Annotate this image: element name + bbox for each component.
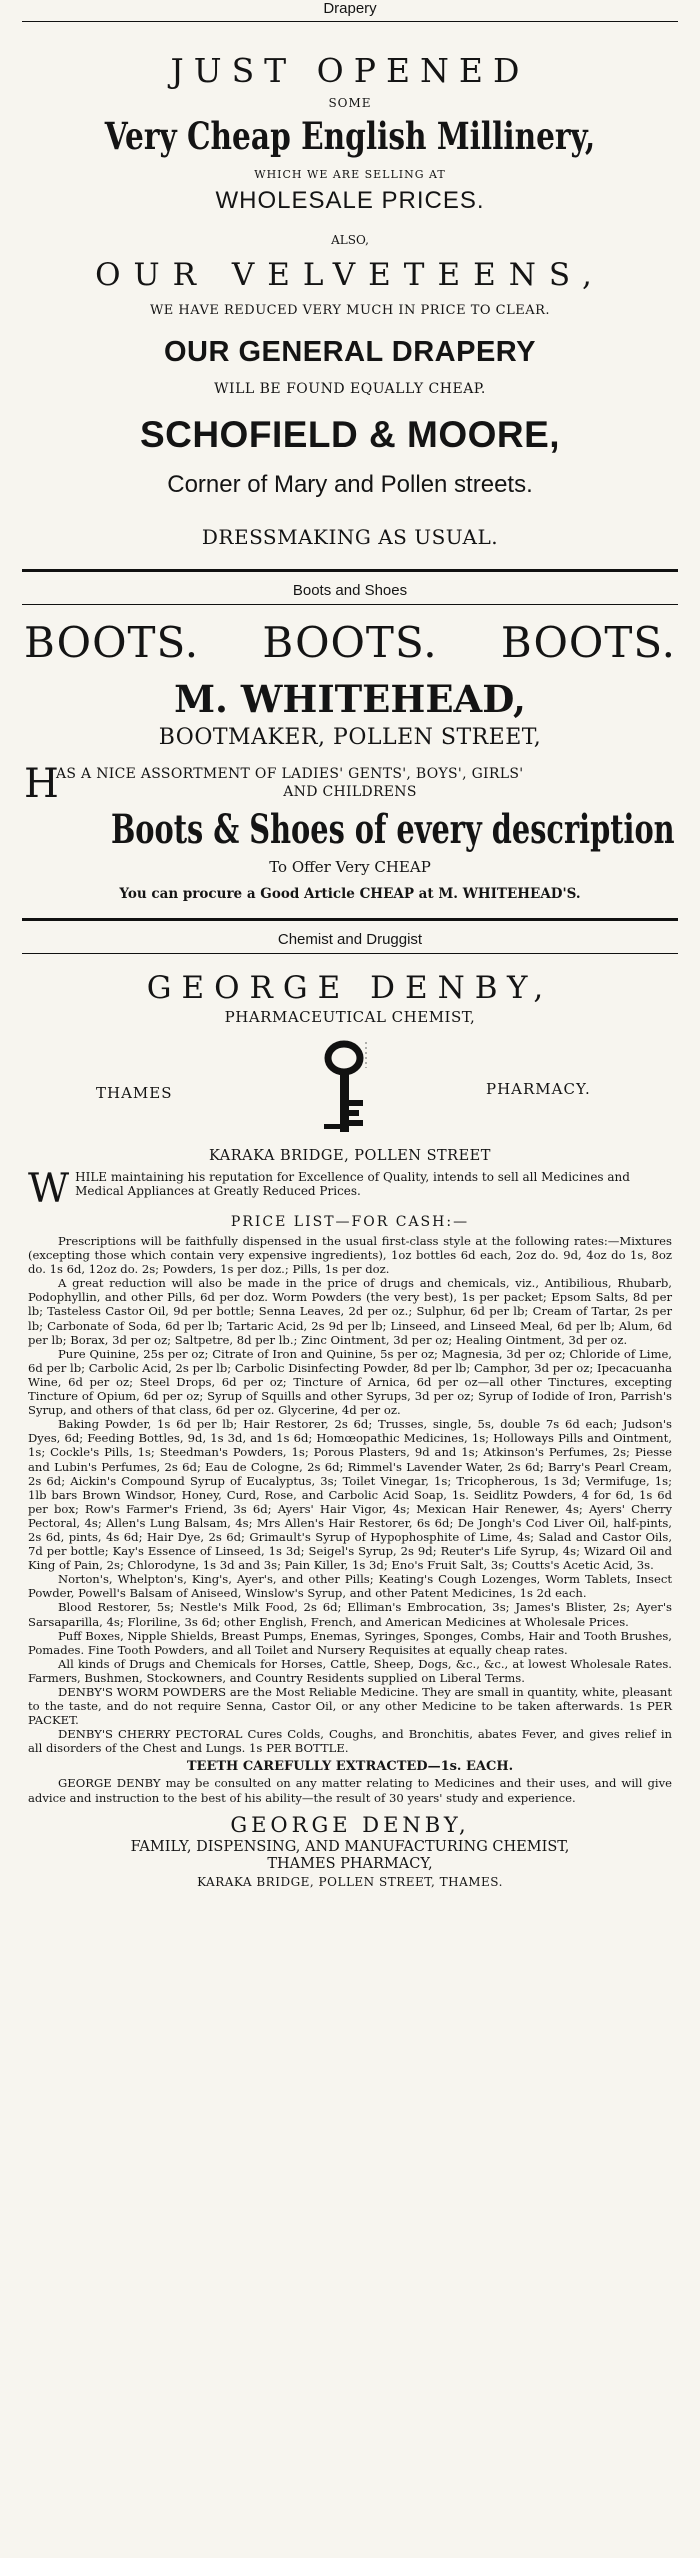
price-list-body (18, 1234, 682, 1755)
chemist-section-header: Chemist and Druggist (277, 931, 423, 948)
pharmacy-text: PHARMACY. (486, 1080, 591, 1098)
boots-word-1: BOOTS. (24, 618, 200, 667)
price-paragraph: Pure Quinine, 25s per oz; Citrate of Iron and Quinine, 5s per oz; Magnesia, 3d per oz; Chloride of Lime, 6d per lb; Carbolic Acid, 2s per lb; Carbolic Disinfecting Powder, 8d per lb; Camphor, 3d per oz; Ipecacuanha Wine, 6d per oz; Steel Drops, 6d per oz; Tincture of Arnica, 6d per oz—all other Tinctures, excepting Tincture of Opium, 6d per oz; Syrup of Squills and other Syrups, 3d per oz; Syrup of Iodide of Iron, Parrish's Syrup, and others of that class, 6d per oz. Glycerine, 4d per oz. (28, 1346, 672, 1418)
signature-line-3: KARAKA BRIDGE, POLLEN STREET, THAMES. (197, 1874, 503, 1889)
some-text: SOME (328, 96, 372, 110)
firm-name: SCHOFIELD & MOORE, (139, 414, 561, 455)
pharmaceutical-title: PHARMACEUTICAL CHEMIST, (224, 1008, 476, 1026)
drapery-section-header: Drapery (323, 0, 377, 17)
wholesale-heading: WHOLESALE PRICES. (215, 187, 485, 214)
intro-text: HILE maintaining his reputation for Excellence of Quality, intends to sell all Medicines and Medical Appliances at Greatly Reduced Prices. (75, 1170, 630, 1198)
price-paragraph: Prescriptions will be faithfully dispensed in the usual first-class style at the following rates:—Mixtures (excepting those which contain very expensive ingredients), 1oz bottles 6d each, 2oz do. 9d, 4oz do 1s, 8oz do. 1s 6d, 12oz do. 2s; Powders, 1s per doz.; Pills, 1s per doz. (28, 1234, 672, 1277)
intro-block (28, 1166, 672, 1212)
price-paragraph: Norton's, Whelpton's, King's, Ayer's, and other Pills; Keating's Cough Lozenges, Worm Tablets, Insect Powder, Powell's Balsam of Aniseed, Winslow's Syrup, and other Patent Medicines, 1s 2d each. (28, 1572, 672, 1601)
divider (22, 604, 678, 605)
assortment-block (24, 761, 676, 807)
divider (22, 918, 678, 921)
price-paragraph: DENBY'S CHERRY PECTORAL Cures Colds, Coughs, and Bronchitis, abates Fever, and gives relief in all disorders of the Chest and Lungs. 1s PER BOTTLE. (28, 1727, 672, 1756)
just-opened-heading: JUST OPENED (170, 51, 530, 90)
key-row (18, 1032, 682, 1142)
whitehead-name: M. WHITEHEAD, (174, 677, 526, 721)
millinery-headline: Very Cheap English Millinery, (104, 114, 596, 158)
thames-text: THAMES (96, 1084, 173, 1102)
price-paragraph: Blood Restorer, 5s; Nestle's Milk Food, 2s 6d; Elliman's Embrocation, 3s; James's Blister, 2s; Ayer's Sarsaparilla, 4s; Floriline, 3s 6d; other English, French, and American Medicines at Wholesale Prices. (28, 1600, 672, 1629)
drapery-advert (18, 52, 682, 549)
dressmaking-text: DRESSMAKING AS USUAL. (201, 525, 499, 549)
reduced-text: WE HAVE REDUCED VERY MUCH IN PRICE TO CLEAR. (149, 303, 551, 318)
boots-banner (24, 619, 676, 667)
key-icon (320, 1038, 390, 1142)
general-drapery-heading: OUR GENERAL DRAPERY (163, 336, 537, 368)
equally-cheap-text: WILL BE FOUND EQUALLY CHEAP. (214, 381, 486, 397)
signature-name: GEORGE DENBY, (230, 1812, 470, 1837)
assortment-text: AS A NICE ASSORTMENT OF LADIES' GENTS', BOYS', GIRLS' (56, 766, 524, 782)
procure-text: You can procure a Good Article CHEAP at M. WHITEHEAD'S. (119, 886, 581, 902)
offer-text: To Offer Very CHEAP (269, 858, 431, 876)
childrens-text: AND CHILDRENS (283, 784, 417, 800)
boots-section-header: Boots and Shoes (292, 582, 408, 599)
price-paragraph: A great reduction will also be made in the price of drugs and chemicals, viz., Antibilious, Rhubarb, Podophyllin, and other Pills, 6d per doz. Worm Powders (the very best), 1s per packet; Epsom Salts, 8d per lb; Tasteless Castor Oil, 9d per bottle; Senna Leaves, 2d per oz.; Sulphur, 6d per lb; Cream of Tartar, 2s per lb; Carbonate of Soda, 6d per lb; Tartaric Acid, 2s 9d per lb; Linseed, and Linseed Meal, 6d per lb; Alum, 6d per lb; Borax, 3d per oz; Saltpetre, 8d per lb.; Zinc Ointment, 3d per oz; Healing Ointment, 3d per oz. (28, 1276, 672, 1347)
price-paragraph: DENBY'S WORM POWDERS are the Most Reliable Medicine. They are small in quantity, white, pleasant to the taste, and do not require Senna, Castor Oil, or any other Medicine to be taken afterwards. 1s PER PACKET. (28, 1685, 672, 1728)
price-paragraph: Puff Boxes, Nipple Shields, Breast Pumps, Enemas, Syringes, Sponges, Combs, Hair and Tooth Brushes, Pomades. Fine Tooth Powders, and all Toilet and Nursery Requisites at equally cheap rates. (28, 1628, 672, 1657)
chemist-advert (18, 970, 682, 1889)
velveteens-heading: OUR VELVETEENS, (95, 257, 605, 293)
boots-word-2: BOOTS. (262, 618, 438, 667)
divider (22, 21, 678, 22)
selling-text: WHICH WE ARE SELLING AT (254, 168, 446, 181)
dropcap-w: W (28, 1166, 70, 1212)
dropcap-h: H (24, 761, 59, 807)
boots-shoes-headline: Boots & Shoes of every description (110, 806, 675, 853)
price-paragraph: All kinds of Drugs and Chemicals for Horses, Cattle, Sheep, Dogs, &c., &c., at lowest Wholesale Rates. Farmers, Bushmen, Stockowners, and Country Residents supplied on Liberal Terms. (28, 1656, 672, 1685)
teeth-text: TEETH CAREFULLY EXTRACTED—1s. EACH. (186, 1759, 514, 1775)
also-text: ALSO, (331, 233, 369, 247)
boots-advert (18, 619, 682, 902)
divider (22, 953, 678, 954)
signature-line-2: THAMES PHARMACY, (267, 1855, 433, 1872)
price-list-heading: PRICE LIST—FOR CASH:— (230, 1214, 470, 1230)
karaka-address: KARAKA BRIDGE, POLLEN STREET (209, 1148, 491, 1164)
consult-text: GEORGE DENBY may be consulted on any matter relating to Medicines and their uses, and will give advice and instruction to the best of his ability—the result of 30 years' study and experience. (28, 1776, 672, 1805)
denby-name: GEORGE DENBY, (146, 970, 554, 1006)
signature-line-1: FAMILY, DISPENSING, AND MANUFACTURING CHEMIST, (130, 1838, 570, 1855)
address-text: Corner of Mary and Pollen streets. (167, 471, 533, 498)
bootmaker-text: BOOTMAKER, POLLEN STREET, (158, 725, 542, 750)
divider (22, 569, 678, 572)
price-paragraph: Baking Powder, 1s 6d per lb; Hair Restorer, 2s 6d; Trusses, single, 5s, double 7s 6d each; Judson's Dyes, 6d; Feeding Bottles, 9d, 1s 3d, and 1s 6d; Homœopathic Medicines, 1s; Holloways Pills and Ointment, 1s; Cockle's Pills, 1s; Steedman's Powders, 1s; Porous Plasters, 9d and 1s; Atkinson's Perfumes, 2s; Piesse and Lubin's Perfumes, 2s 6d; Eau de Cologne, 2s 6d; Rimmel's Lavender Water, 2s 6d; Barry's Pearl Cream, 2s 6d; Aickin's Compound Syrup of Eucalyptus, 3s; Toilet Vinegar, 1s; Tricopherous, 1s 3d; Vermifuge, 1s; 1lb bars Brown Windsor, Honey, Curd, Rose, and Carbolic Acid Soap, 1s. Seidlitz Powders, 4 for 6d, 1s 6d per box; Row's Farmer's Friend, 3s 6d; Ayers' Hair Vigor, 4s; Mexican Hair Renewer, 4s; Ayers' Cherry Pectoral, 4s; Allen's Lung Balsam, 4s; Mrs Allen's Hair Restorer, 6s 6d; De Jongh's Cod Liver Oil, half-pints, 2s 6d, pints, 4s 6d; Hair Dye, 2s 6d; Grimault's Syrup of Hypophosphite of Lime, 4s; Salad and Castor Oils, 7d per bottle; Kay's Essence of Linseed, 1s 3d; Seigel's Syrup, 2s 9d; Reuter's Life Syrup, 4s; Wizard Oil and King of Pain, 2s; Chlorodyne, 1s 3d and 3s; Pain Killer, 1s 3d; Eno's Fruit Salt, 3s; Coutts's Acetic Acid, 3s. (28, 1417, 672, 1573)
boots-word-3: BOOTS. (500, 618, 676, 667)
